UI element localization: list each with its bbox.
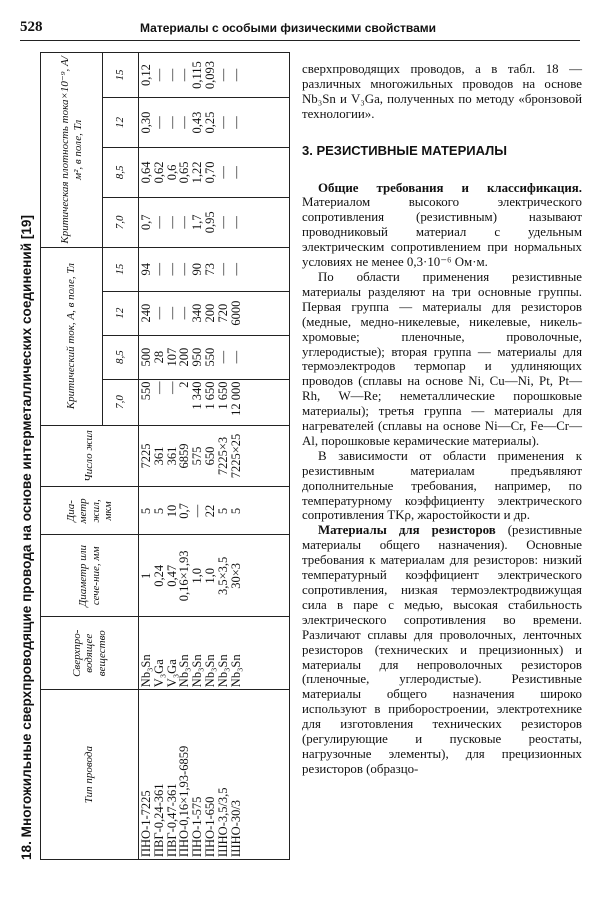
running-title: Материалы с особыми физическими свойствами: [140, 21, 437, 35]
table-cell: 361: [151, 446, 166, 466]
table-cell: —: [177, 262, 192, 276]
table-cell: 200: [202, 303, 217, 323]
paragraph-text: Материалом высокого электрического сопротивления (резистивным) называют проводниковый материал с удельным электрическим сопротивлением при нормальных условиях не менее 0,3·10⁻⁶ Ом·м.: [302, 195, 582, 270]
table-cell: 0,115: [190, 61, 205, 89]
table-cell: 94: [139, 262, 153, 276]
table-cell: —: [215, 166, 230, 179]
table-cell: 950: [190, 347, 205, 367]
table-cell: —: [228, 68, 243, 82]
table-cell: 28: [151, 350, 166, 364]
table-cell: —: [215, 350, 230, 364]
table-cell: 1: [139, 572, 153, 579]
page-header: [20, 18, 580, 41]
table-cell: 1,7: [190, 214, 205, 231]
table-cell: 1 340: [190, 381, 205, 410]
table-cell: Nb₃Sn: [139, 654, 153, 688]
table-cell: 0,093: [202, 60, 217, 90]
table-cell: 240: [139, 303, 153, 323]
table-cell: 107: [164, 347, 179, 367]
table-cell: —: [228, 116, 243, 129]
table-cell: 5: [215, 507, 230, 515]
table-cell: Nb₃Sn: [177, 654, 192, 688]
table-cell: V₃Ga: [164, 659, 179, 688]
table-cell: ШНО-30/3: [228, 799, 243, 857]
table-cell: 30×3: [228, 562, 243, 589]
table-cell: 0,6: [164, 164, 179, 181]
table-cell: —: [177, 306, 192, 320]
table-cell: —: [151, 68, 166, 82]
table-cell: —: [215, 216, 230, 229]
table-cell: 0,25: [202, 111, 217, 134]
table-cell: 720: [215, 303, 230, 323]
field-header: 12: [103, 291, 139, 335]
header-critical-current: Критический ток, А, в поле, Тл: [41, 247, 103, 425]
table-cell: —: [164, 116, 179, 129]
table-cell: ПВГ-0,47-361: [164, 783, 179, 857]
table-cell: —: [164, 68, 179, 82]
table-cell: ПНО-1-575: [190, 796, 205, 857]
table-cell: 7225×3: [215, 436, 230, 476]
table-cell: —: [228, 262, 243, 276]
col-strand-diameter: [139, 487, 290, 535]
table-cell: 5: [139, 507, 153, 515]
col-diameter: [139, 535, 290, 617]
col-current-15: [139, 247, 290, 291]
paragraph-continuation: сверхпроводящих проводов, а в табл. 18 — различных многожильных проводов на основе Nb₃Sn и V₃Ga, полученных по методу «бронзовой технологии».: [302, 62, 582, 121]
table-cell: 0,16×1,93: [177, 550, 192, 602]
table-body-row: [139, 53, 290, 860]
header-strands: Число жил: [41, 425, 139, 487]
table-cell: 0,24: [151, 564, 166, 587]
table-cell: ПНО-1-650: [202, 796, 217, 857]
table-cell: 22: [202, 504, 217, 518]
header-diameter: Диаметр или сече-ние, мм: [41, 535, 139, 617]
text-column: [302, 62, 582, 777]
paragraph-text: (резистивные материалы общего назначения). Основные требования к материалам для резисторов: низкий температурный коэффициент электрического сопротивления, низкая термоэлектродвижущая сила в паре с медью, высокая стабильность электрического сопротивления во времени. Различают сплавы для проволочных, ленточных резисторов (технических и прецизионных) и материалы для непроволочных резисторов (пленочные, углеродистые). Резистивные материалы общего назначения широко используют в приборостроении, электротехнике для изготовления технических резисторов (регулирующие и пусковые реостаты, нагрузочные элементы), для прецизионных резисторов (образцо-: [302, 523, 582, 776]
paragraph-groups: По области применения резистивные материалы разделяют на три основные группы. Первая группа — материалы для резисторов (медные, медно-никелевые, никелевые, никель-хромовые; пленочные, проволочные, углеродистые); вторая группа — материалы для термоэлектродов термопар и удлиняющих проводов (сплавы на основе Ni, Cu—Ni, Pt, Pt—Rh, W—Re; неметаллические порошковые материалы); третья группа — материалы для нагревателей (сплавы на основе Ni—Cr, Fe—Cr—Al, порошковые керамические материалы).: [302, 269, 582, 448]
table-cell: 1,0: [202, 568, 217, 584]
table-cell: ПНО-1-7225: [139, 790, 153, 857]
table-cell: 0,64: [139, 161, 153, 184]
table-cell: Nb₃Sn: [215, 654, 230, 688]
col-current-85: [139, 335, 290, 379]
table-cell: 0,95: [202, 211, 217, 234]
table-cell: —: [151, 216, 166, 229]
table-cell: 10: [164, 504, 179, 518]
col-type: [139, 690, 290, 860]
table-cell: 361: [164, 446, 179, 466]
col-material: [139, 617, 290, 690]
table-caption: 18. Многожильные сверхпроводящие провода на основе интерметаллических соединений [19]: [19, 214, 34, 860]
col-current-7: [139, 379, 290, 425]
table-cell: 5: [228, 507, 243, 515]
table-cell: 2: [177, 381, 192, 388]
col-current-12: [139, 291, 290, 335]
table-cell: 7225×25: [228, 433, 243, 479]
table-cell: 6859: [177, 443, 192, 469]
table-cell: —: [164, 381, 179, 395]
page-number: 528: [20, 19, 43, 35]
header-type: Тип провода: [41, 690, 139, 860]
field-header: 7,0: [103, 379, 139, 425]
table-cell: Nb₃Sn: [202, 654, 217, 688]
table-cell: Nb₃Sn: [228, 654, 243, 688]
table-cell: 3,5×3,5: [215, 556, 230, 595]
table-cell: 90: [190, 262, 205, 276]
paragraph-additional-requirements: В зависимости от области применения к резистивным материалам предъявляют дополнительные требования, например, по температурному коэффициенту электрического сопротивления TKρ, жаростойкости и др.: [302, 448, 582, 523]
col-density-15: [139, 53, 290, 98]
table-cell: —: [164, 262, 179, 276]
superconductor-table: [40, 52, 290, 860]
table-cell: 1 650: [202, 381, 217, 410]
table-cell: 340: [190, 303, 205, 323]
table-cell: 0,43: [190, 111, 205, 134]
section-heading: 3. РЕЗИСТИВНЫЕ МАТЕРИАЛЫ: [302, 142, 508, 158]
header-strand-diameter: Диа-метр жил, мкм: [41, 487, 139, 535]
table-cell: —: [215, 116, 230, 129]
run-in-heading: Материалы для резисторов: [318, 523, 496, 538]
field-header: 15: [103, 53, 139, 98]
table-cell: 0,65: [177, 161, 192, 184]
run-in-heading: Общие требования и классификация.: [318, 180, 582, 195]
table-cell: —: [190, 504, 205, 518]
table-cell: —: [151, 306, 166, 320]
col-strands: [139, 425, 290, 487]
table-cell: 0,62: [151, 161, 166, 184]
table-cell: 0,47: [164, 564, 179, 587]
table-cell: 1,22: [190, 161, 205, 184]
table-cell: —: [151, 381, 166, 395]
table-cell: 0,30: [139, 111, 153, 134]
table-cell: —: [164, 216, 179, 229]
table-cell: —: [215, 262, 230, 276]
table-cell: —: [177, 216, 192, 229]
table-cell: 650: [202, 446, 217, 466]
header-material: Сверхпро-водящее вещество: [41, 617, 139, 690]
table-cell: —: [228, 216, 243, 229]
table-cell: 0,7: [177, 503, 192, 519]
paragraph-general-requirements: [302, 181, 582, 270]
table-cell: 1 650: [215, 381, 230, 410]
table-cell: —: [228, 166, 243, 179]
rotated-table-block: [16, 52, 291, 860]
header-critical-density: Критическая плотность тока×10⁻⁹, А/м², в поле, Тл: [41, 53, 103, 248]
table-cell: V₃Ga: [151, 659, 166, 688]
table-cell: —: [151, 262, 166, 276]
table-cell: 550: [139, 381, 153, 401]
field-header: 8,5: [103, 147, 139, 197]
table-cell: —: [151, 116, 166, 129]
col-density-12: [139, 98, 290, 148]
table-cell: ПВГ-0,24-361: [151, 783, 166, 857]
table-cell: ШНО-3,5/3,5: [215, 787, 230, 857]
table-cell: 6000: [228, 300, 243, 326]
field-header: 8,5: [103, 335, 139, 379]
table-cell: 575: [190, 446, 205, 466]
table-cell: 1,0: [190, 568, 205, 584]
table-cell: 73: [202, 262, 217, 276]
table-cell: 0,70: [202, 161, 217, 184]
table-cell: —: [228, 350, 243, 364]
table-cell: Nb₃Sn: [190, 654, 205, 688]
table-cell: 0,12: [139, 64, 153, 86]
table-cell: 0,7: [139, 214, 153, 231]
field-header: 15: [103, 247, 139, 291]
table-cell: —: [164, 306, 179, 320]
table-cell: —: [177, 68, 192, 82]
table-cell: 5: [151, 507, 166, 515]
field-header: 12: [103, 98, 139, 148]
paragraph-resistor-materials: [302, 523, 582, 776]
field-header: 7,0: [103, 197, 139, 247]
table-cell: 12 000: [228, 381, 243, 416]
table-cell: 7225: [139, 443, 153, 469]
table-cell: ПНО-0,16×1,93-6859: [177, 745, 192, 857]
table-cell: —: [177, 116, 192, 129]
table-cell: —: [215, 68, 230, 82]
table-cell: 200: [177, 347, 192, 367]
table-cell: 500: [139, 347, 153, 367]
col-density-7: [139, 197, 290, 247]
table-cell: 550: [202, 347, 217, 367]
col-density-85: [139, 147, 290, 197]
